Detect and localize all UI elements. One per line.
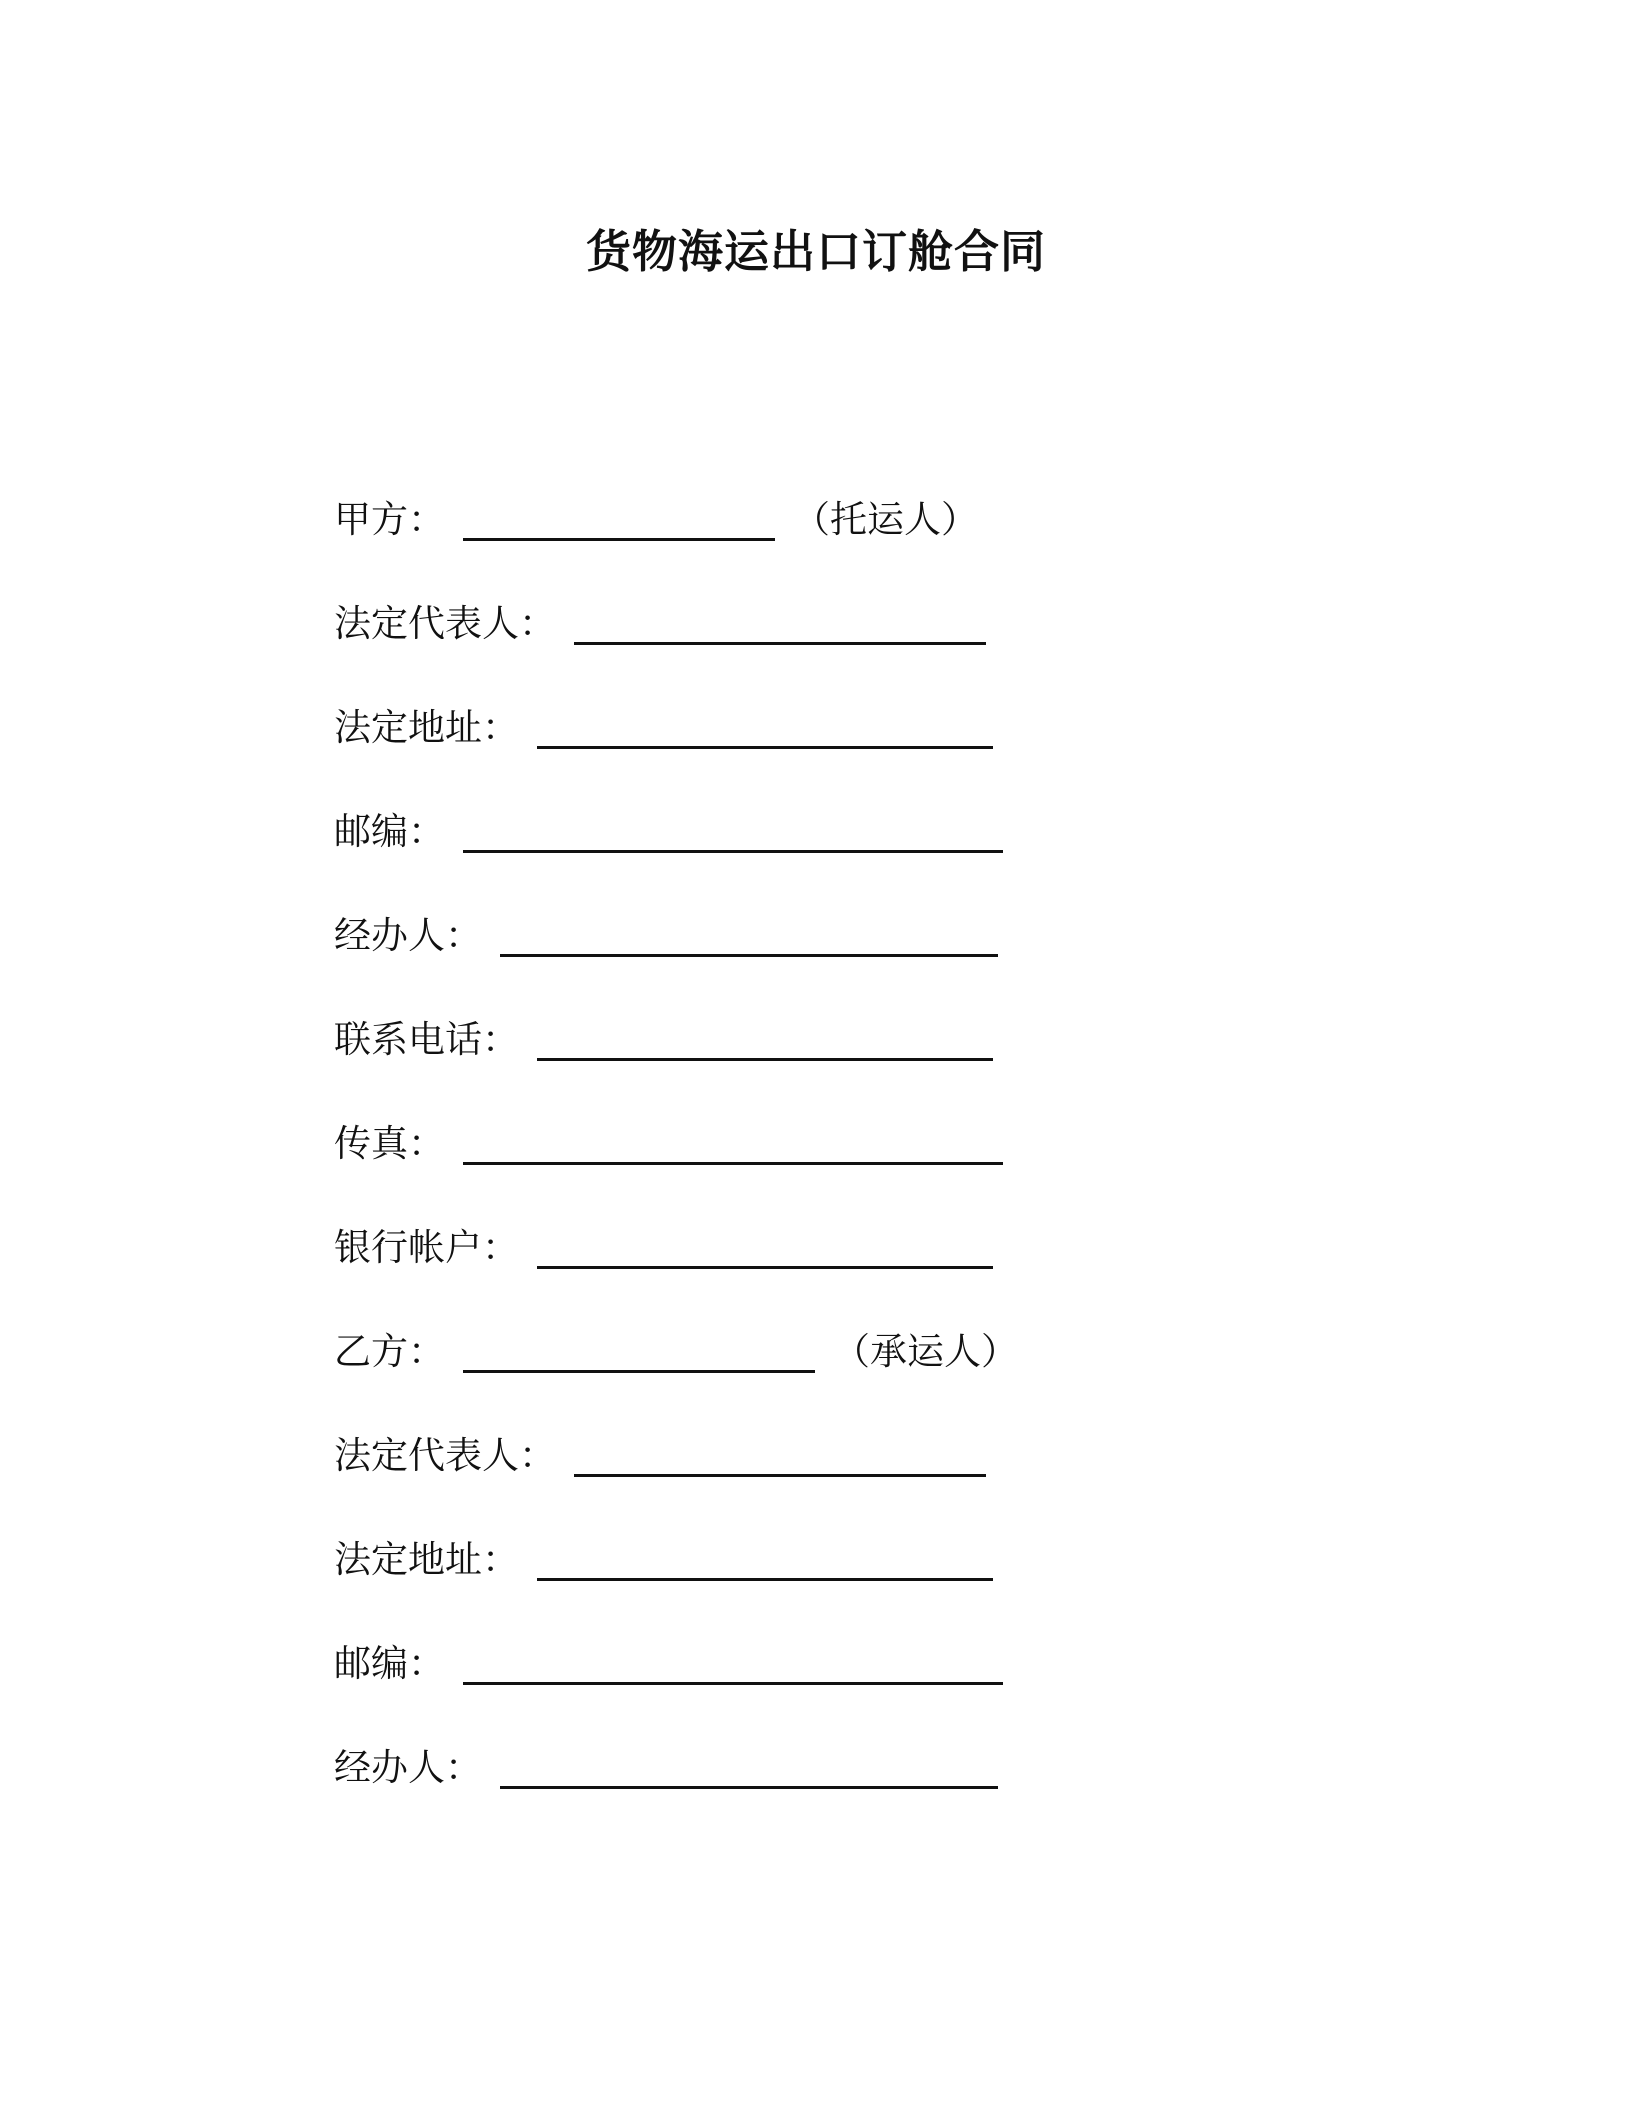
field-row-bank-account [334, 1220, 1434, 1324]
field-label: 银行帐户： [334, 1226, 519, 1269]
blank-line[interactable] [574, 596, 986, 645]
field-label: 联系电话： [334, 1018, 519, 1061]
field-row-legal-address [334, 700, 1434, 804]
blank-line[interactable] [463, 1324, 815, 1373]
field-row-fax [334, 1116, 1434, 1220]
field-row-legal-rep [334, 596, 1434, 700]
blank-line[interactable] [463, 1116, 1003, 1165]
blank-line[interactable] [537, 1012, 993, 1061]
field-row-party-b [334, 1324, 1434, 1428]
field-row-postcode [334, 804, 1434, 908]
field-label: 邮编： [334, 1642, 445, 1685]
blank-line[interactable] [537, 1220, 993, 1269]
field-row-legal-address [334, 1532, 1434, 1636]
party-info-fields [334, 492, 1434, 1844]
field-suffix: （承运人） [833, 1330, 1018, 1373]
blank-line[interactable] [500, 1740, 998, 1789]
field-label: 传真： [334, 1122, 445, 1165]
field-label: 甲方： [334, 498, 445, 541]
document-title: 货物海运出口订舱合同 [585, 225, 1046, 278]
blank-line[interactable] [500, 908, 998, 957]
field-label: 经办人： [334, 1746, 482, 1789]
blank-line[interactable] [463, 804, 1003, 853]
blank-line[interactable] [574, 1428, 986, 1477]
field-suffix: （托运人） [793, 498, 978, 541]
field-row-postcode [334, 1636, 1434, 1740]
field-label: 法定代表人： [334, 1434, 556, 1477]
field-row-party-a [334, 492, 1434, 596]
blank-line[interactable] [537, 1532, 993, 1581]
field-label: 乙方： [334, 1330, 445, 1373]
field-row-phone [334, 1012, 1434, 1116]
field-label: 法定地址： [334, 706, 519, 749]
field-label: 法定地址： [334, 1538, 519, 1581]
field-row-agent [334, 1740, 1434, 1844]
field-label: 法定代表人： [334, 602, 556, 645]
field-label: 经办人： [334, 914, 482, 957]
blank-line[interactable] [463, 1636, 1003, 1685]
field-row-agent [334, 908, 1434, 1012]
blank-line[interactable] [463, 492, 775, 541]
field-label: 邮编： [334, 810, 445, 853]
field-row-legal-rep [334, 1428, 1434, 1532]
blank-line[interactable] [537, 700, 993, 749]
